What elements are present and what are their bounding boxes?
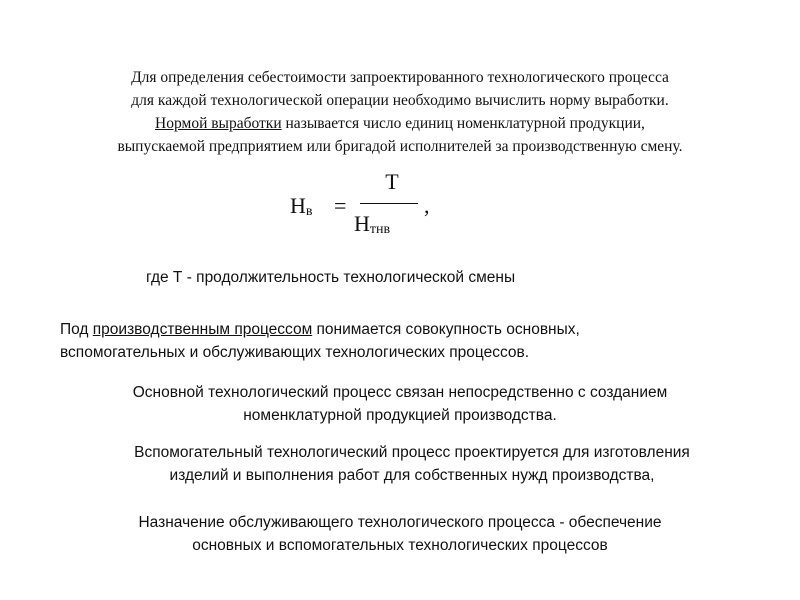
aux-process-line-1: Вспомогательный технологический процесс проектируется для изготовления	[134, 444, 690, 461]
term-output-norm: Нормой выработки	[155, 115, 282, 132]
formula-numerator: Т	[385, 169, 399, 194]
fraction-bar	[360, 203, 418, 204]
main-process-line-1: Основной технологический процесс связан непосредственно с созданием	[132, 384, 668, 401]
definition-line-2: вспомогательных и обслуживающих технологических процессов.	[60, 344, 530, 361]
intro-line-2: для каждой технологической операции необходимо вычислить норму выработки.	[131, 92, 669, 109]
formula-den-sub: тнв	[369, 222, 391, 237]
aux-process-line-2: изделий и выполнения работ для собственных нужд производства,	[169, 467, 655, 484]
definition-prefix: Под	[60, 321, 93, 338]
production-process-definition	[60, 318, 580, 364]
formula-lhs	[290, 194, 313, 224]
definition-rest: понимается совокупность основных,	[312, 321, 580, 338]
where-note: где Т - продолжительность технологической смены	[146, 269, 516, 286]
intro-line-4: выпускаемой предприятием или бригадой исполнителей за производственную смену.	[117, 138, 683, 155]
output-norm-formula	[290, 170, 450, 240]
formula-equals: =	[334, 193, 347, 218]
formula-comma: ,	[424, 193, 430, 218]
formula-den-base: Н	[354, 211, 370, 236]
service-process-paragraph	[0, 511, 800, 557]
aux-process-paragraph	[52, 441, 772, 487]
term-production-process: производственным процессом	[92, 321, 313, 338]
service-process-line-1: Назначение обслуживающего технологического процесса - обеспечение	[138, 514, 662, 531]
formula-lhs-sub: в	[305, 204, 313, 219]
intro-line-1: Для определения себестоимости запроектированного технологического процесса	[131, 69, 669, 86]
main-process-line-2: номенклатурной продукцией производства.	[243, 407, 557, 424]
intro-paragraph	[0, 66, 800, 158]
definition-line-1	[60, 318, 580, 341]
service-process-line-2: основных и вспомогательных технологических процессов	[192, 537, 608, 554]
main-process-paragraph	[0, 381, 800, 427]
formula-denominator	[354, 212, 390, 242]
formula-lhs-base: Н	[290, 193, 306, 218]
intro-line-3-rest: называется число единиц номенклатурной продукции,	[281, 115, 645, 132]
intro-line-3	[0, 112, 800, 135]
